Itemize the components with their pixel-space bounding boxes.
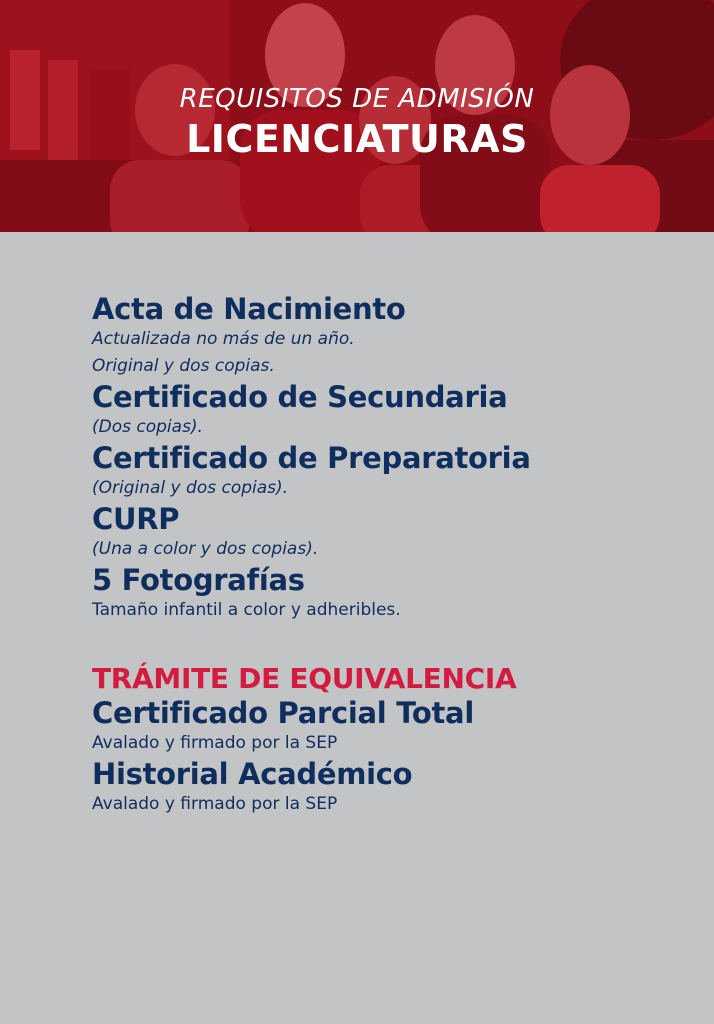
equivalence-heading: TRÁMITE DE EQUIVALENCIA [92, 662, 517, 695]
requirement-note: Tamaño infantil a color y adheribles. [92, 600, 401, 620]
equivalence-academic-record [92, 757, 692, 818]
requirements-list [92, 292, 692, 818]
requirement-secondary-certificate [92, 380, 692, 441]
hero-banner [0, 0, 714, 232]
requirement-photos [92, 563, 692, 624]
requirement-note: Avalado y firmado por la SEP [92, 733, 338, 753]
requirement-high-school-certificate [92, 441, 692, 502]
requirement-note: Original y dos copias. [92, 356, 275, 376]
requirement-note: (Una a color y dos copias). [92, 539, 319, 559]
hero-heading [0, 82, 714, 162]
requirement-curp [92, 502, 692, 563]
requirement-note: (Dos copias). [92, 417, 203, 437]
requirement-note: Actualizada no más de un año. [92, 329, 355, 349]
requirement-title: Certificado Parcial Total [92, 696, 474, 730]
hero-title: LICENCIATURAS [186, 117, 528, 161]
requirement-note: Avalado y firmado por la SEP [92, 794, 338, 814]
requirement-title: CURP [92, 502, 180, 536]
requirement-note: (Original y dos copias). [92, 478, 289, 498]
requirement-title: Certificado de Secundaria [92, 380, 508, 414]
requirement-title: Historial Académico [92, 757, 413, 791]
requirement-title: Certificado de Preparatoria [92, 441, 531, 475]
requirement-title: Acta de Nacimiento [92, 292, 406, 326]
requirement-birth-certificate [92, 292, 692, 380]
hero-subtitle: REQUISITOS DE ADMISIÓN [179, 84, 535, 114]
requirement-title: 5 Fotografías [92, 563, 305, 597]
equivalence-partial-certificate [92, 696, 692, 757]
